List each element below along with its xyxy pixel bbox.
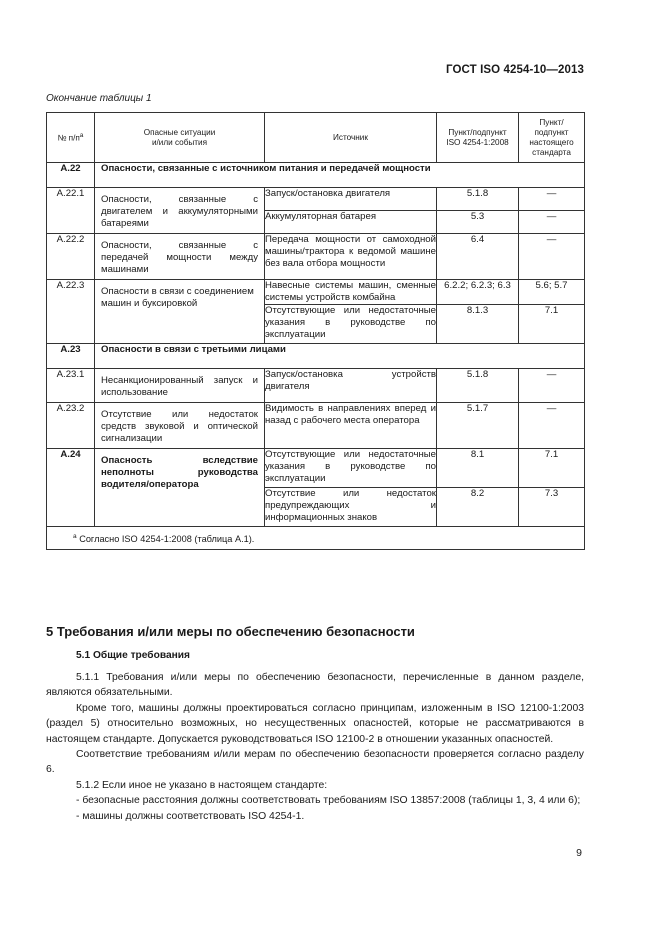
hazard-cell: Опасности в связи с соединением машин и буксировкой: [95, 280, 265, 344]
table-row: [47, 234, 585, 280]
paragraph: 5.1.2 Если иное не указано в настоящем стандарте:: [76, 779, 328, 791]
source-cell: Передача мощности от самоходной машины/трактора к ведомой машине без вала отбора мощности: [265, 234, 437, 280]
source-cell: Отсутствие или недостаток предупреждающих и информационных знаков: [265, 488, 437, 527]
clause-iso-cell: 8.1: [437, 449, 519, 488]
footnote-mark: a: [73, 532, 77, 540]
hazard-cell: Опасности, связанные с двигателем и аккумуляторными батареями: [95, 188, 265, 234]
clause-iso-cell: 8.2: [437, 488, 519, 527]
table-row: [47, 280, 585, 305]
list-item: - безопасные расстояния должны соответствовать требованиям ISO 13857:2008 (таблицы 1, 3, 4 или 6);: [76, 795, 581, 807]
source-cell: Аккумуляторная батарея: [265, 211, 437, 234]
clause-iso-cell: 5.3: [437, 211, 519, 234]
group-title: Опасности в связи с третьими лицами: [95, 344, 585, 369]
table-caption: Окончание таблицы 1: [46, 93, 152, 104]
paragraph: Соответствие требованиям и/или мерам по обеспечению безопасности проверяется согласно разделу 6.: [46, 749, 584, 776]
table-row: [47, 403, 585, 449]
col-header-clause-std: Пункт/ подпункт настоящего стандарта: [519, 113, 585, 163]
clause-iso-cell: 8.1.3: [437, 305, 519, 344]
clause-std-cell: 7.1: [519, 305, 585, 344]
table-footnote-row: [47, 527, 585, 550]
row-num: A.23: [47, 344, 95, 369]
table-header-row: [47, 113, 585, 163]
hazard-cell: Опасности, связанные с передачей мощности между машинами: [95, 234, 265, 280]
table-row: [47, 188, 585, 211]
table-group-row: [47, 344, 585, 369]
row-num: A.23.1: [47, 369, 95, 403]
row-num: A.22.1: [47, 188, 95, 234]
clause-iso-cell: 6.4: [437, 234, 519, 280]
section-body: [46, 670, 584, 824]
group-title: Опасности, связанные с источником питания и передачей мощности: [95, 163, 585, 188]
subsection-heading: 5.1 Общие требования: [76, 650, 190, 661]
source-cell: Видимость в направлениях вперед и назад с рабочего места оператора: [265, 403, 437, 449]
col-header-hazards: Опасные ситуации и/или события: [95, 113, 265, 163]
paragraph: 5.1.1 Требования и/или меры по обеспечению безопасности, перечисленные в данном разделе, являются обязательными.: [46, 672, 584, 699]
document-id: ГОСТ ISO 4254-10—2013: [446, 64, 584, 76]
row-num: A.23.2: [47, 403, 95, 449]
source-cell: Навесные системы машин, сменные системы устройств комбайна: [265, 280, 436, 303]
page-number: 9: [576, 847, 582, 859]
row-num: A.22: [47, 163, 95, 188]
clause-std-cell: —: [519, 369, 585, 403]
clause-iso-cell: 5.1.8: [437, 188, 519, 211]
row-num: A.22.3: [47, 280, 95, 344]
source-cell: Запуск/остановка устройств двигателя: [265, 369, 437, 403]
row-num: A.22.2: [47, 234, 95, 280]
clause-std-cell: —: [519, 211, 585, 234]
clause-std-cell: 7.3: [519, 488, 585, 527]
clause-std-cell: —: [519, 188, 585, 211]
table-group-row: [47, 163, 585, 188]
hazard-cell: Опасность вследствие неполноты руководства водителя/оператора: [95, 449, 265, 527]
paragraph: Кроме того, машины должны проектироваться согласно принципам, изложенным в ISO 12100-1:2003 (раздел 5) относительно возможных, но несущественных опасностей, которые не рассматриваются в настоящем стандарте. Допускается руководствоваться ISO 12100-2 в отношении указанных опасностей.: [46, 702, 584, 745]
col-header-source: Источник: [265, 113, 437, 163]
clause-std-cell: —: [519, 403, 585, 449]
source-cell: Отсутствующие или недостаточные указания в руководстве по эксплуатации: [265, 305, 437, 344]
footnote-mark: a: [79, 132, 84, 140]
col-header-clause-iso: Пункт/подпункт ISO 4254-1:2008: [437, 113, 519, 163]
hazard-cell: Отсутствие или недостаток средств звуковой и оптической сигнализации: [95, 403, 265, 449]
section-heading: 5 Требования и/или меры по обеспечению безопасности: [46, 624, 415, 639]
table-footnote: $^a$ Согласно ISO 4254-1:2008 (таблица A.1).: [47, 527, 585, 550]
table-row: [47, 449, 585, 488]
hazard-cell: Несанкционированный запуск и использование: [95, 369, 265, 403]
clause-iso-cell: 6.2.2; 6.2.3; 6.3: [437, 280, 519, 305]
source-cell: Отсутствующие или недостаточные указания в руководстве по эксплуатации: [265, 449, 437, 488]
source-cell: Запуск/остановка двигателя: [265, 188, 437, 211]
row-num: A.24: [47, 449, 95, 527]
clause-iso-cell: 5.1.8: [437, 369, 519, 403]
clause-std-cell: 5.6; 5.7: [519, 280, 585, 305]
clause-std-cell: —: [519, 234, 585, 280]
table-row: [47, 369, 585, 403]
list-item: - машины должны соответствовать ISO 4254-1.: [76, 810, 305, 822]
clause-std-cell: 7.1: [519, 449, 585, 488]
clause-iso-cell: 5.1.7: [437, 403, 519, 449]
col-header-num: № $п/п^a$: [47, 113, 95, 163]
hazards-table: [46, 112, 585, 550]
